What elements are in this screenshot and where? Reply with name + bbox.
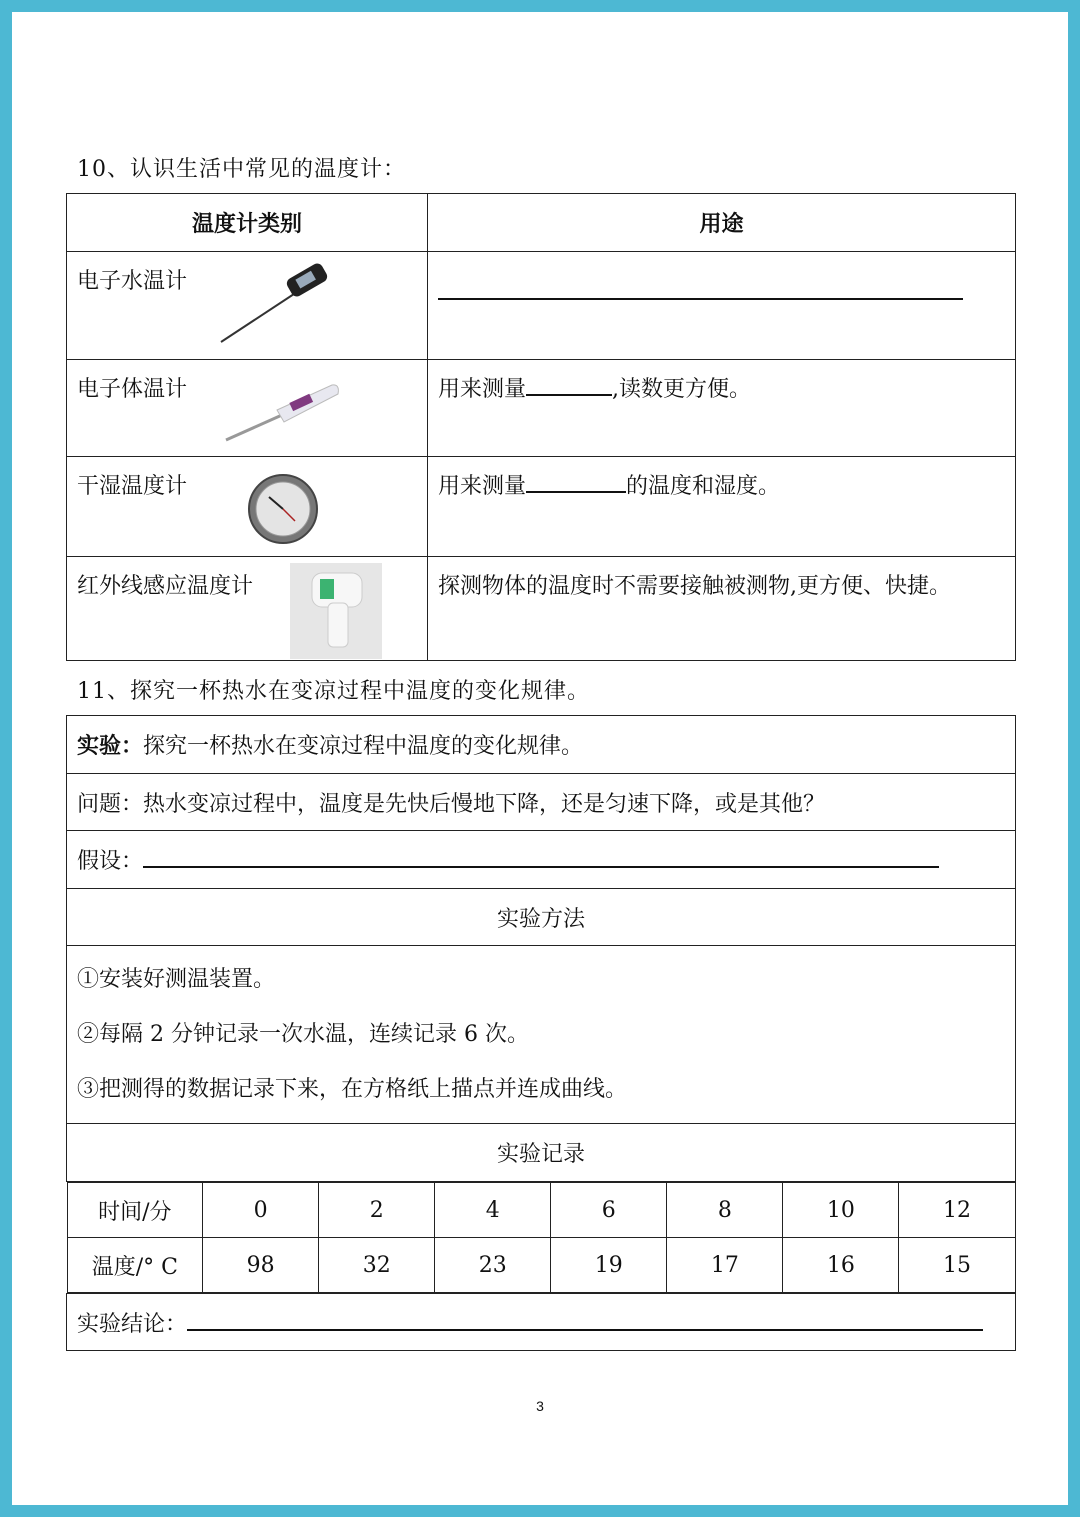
table-row — [67, 360, 1016, 457]
worksheet-page — [12, 12, 1068, 1505]
record-table-wrap — [67, 1182, 1016, 1294]
time-cell: 4 — [435, 1183, 551, 1238]
temp-cell: 17 — [667, 1238, 783, 1293]
use-cell — [428, 252, 1016, 360]
experiment-row: 实验：探究一杯热水在变凉过程中温度的变化规律。 — [67, 716, 1016, 774]
step-item: ②每隔 2 分钟记录一次水温，连续记录 6 次。 — [77, 1022, 529, 1047]
table-row — [67, 457, 1016, 557]
step-item: ①安装好测温装置。 — [77, 967, 276, 992]
time-cell: 0 — [203, 1183, 319, 1238]
hypothesis-blank[interactable] — [143, 848, 939, 868]
table-row — [67, 252, 1016, 360]
conclusion-row: 实验结论： — [67, 1294, 1016, 1351]
temp-cell: 98 — [203, 1238, 319, 1293]
type-label: 干湿温度计 — [77, 474, 188, 499]
use-cell: 用来测量 ,读数更方便。 — [428, 360, 1016, 457]
temp-cell: 23 — [435, 1238, 551, 1293]
hygrometer-image — [247, 471, 319, 547]
type-cell — [67, 457, 428, 557]
question-row: 问题：热水变凉过程中，温度是先快后慢地下降，还是匀速下降，或是其他？ — [67, 774, 1016, 831]
temp-cell: 16 — [783, 1238, 899, 1293]
time-label: 时间/分 — [67, 1183, 203, 1238]
temp-cell: 19 — [551, 1238, 667, 1293]
table-row — [67, 1238, 1015, 1293]
experiment-table — [66, 715, 1016, 1351]
use-cell: 用来测量 的温度和湿度。 — [428, 457, 1016, 557]
conclusion-blank[interactable] — [187, 1311, 983, 1331]
hypothesis-row: 假设： — [67, 831, 1016, 889]
record-title: 实验记录 — [67, 1124, 1016, 1182]
type-cell — [67, 557, 428, 661]
step-item: ③把测得的数据记录下来，在方格纸上描点并连成曲线。 — [77, 1077, 628, 1102]
temp-cell: 32 — [319, 1238, 435, 1293]
type-cell — [67, 252, 428, 360]
thermometer-table — [66, 193, 1016, 661]
answer-blank[interactable] — [438, 280, 963, 300]
table-row — [67, 1183, 1015, 1238]
type-cell — [67, 360, 428, 457]
method-title: 实验方法 — [67, 889, 1016, 946]
type-label: 电子体温计 — [77, 377, 188, 402]
answer-blank[interactable] — [526, 376, 612, 396]
table-row — [67, 557, 1016, 661]
infrared-thermometer-image — [290, 563, 382, 659]
answer-blank[interactable] — [526, 473, 626, 493]
digital-water-thermometer-image — [217, 262, 337, 347]
type-label: 红外线感应温度计 — [77, 574, 254, 599]
use-cell: 探测物体的温度时不需要接触被测物,更方便、快捷。 — [428, 557, 1016, 661]
digital-body-thermometer-image — [222, 380, 342, 445]
record-table — [67, 1182, 1016, 1293]
method-steps — [67, 946, 1016, 1124]
type-label: 电子水温计 — [77, 269, 188, 294]
page-number: 3 — [536, 1398, 544, 1414]
temp-cell: 15 — [899, 1238, 1015, 1293]
header-use: 用途 — [428, 194, 1016, 252]
time-cell: 10 — [783, 1183, 899, 1238]
time-cell: 6 — [551, 1183, 667, 1238]
time-cell: 12 — [899, 1183, 1015, 1238]
header-type: 温度计类别 — [67, 194, 428, 252]
time-cell: 8 — [667, 1183, 783, 1238]
section-11-title: 11、探究一杯热水在变凉过程中温度的变化规律。 — [77, 679, 590, 704]
section-10-title: 10、认识生活中常见的温度计： — [77, 157, 406, 182]
temp-label: 温度/° C — [67, 1238, 203, 1293]
time-cell: 2 — [319, 1183, 435, 1238]
